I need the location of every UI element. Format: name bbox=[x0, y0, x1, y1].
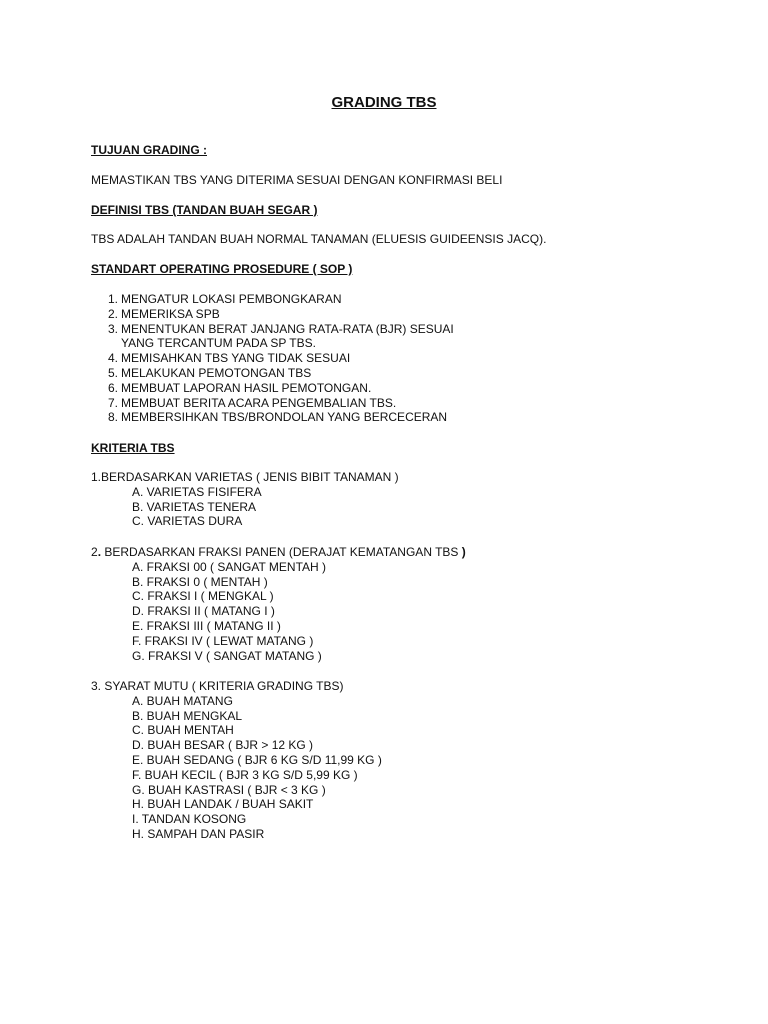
list-item: I. TANDAN KOSONG bbox=[132, 812, 247, 827]
section-heading bbox=[91, 545, 466, 560]
sop-heading: STANDART OPERATING PROSEDURE ( SOP ) bbox=[91, 262, 353, 276]
section-title: BERDASARKAN VARIETAS ( JENIS BIBIT TANAMAN ) bbox=[101, 470, 399, 484]
list-text: MEMERIKSA SPB bbox=[121, 306, 220, 321]
list-item: F. BUAH KECIL ( BJR 3 KG S/D 5,99 KG ) bbox=[132, 767, 358, 782]
list-number: 6. bbox=[107, 380, 118, 395]
list-number: 1. bbox=[107, 292, 118, 306]
list-number: 7. bbox=[107, 395, 118, 410]
list-item bbox=[91, 351, 454, 366]
list-item: D. BUAH BESAR ( BJR > 12 KG ) bbox=[132, 738, 314, 753]
section-number-dot: . bbox=[97, 545, 102, 559]
list-item: C. BUAH MENTAH bbox=[132, 723, 234, 738]
list-number: 2. bbox=[107, 306, 118, 321]
list-text: MENGATUR LOKASI PEMBONGKARAN bbox=[121, 292, 342, 306]
list-item: H. BUAH LANDAK / BUAH SAKIT bbox=[132, 797, 314, 812]
list-item: B. BUAH MENGKAL bbox=[132, 708, 243, 723]
list-item bbox=[91, 307, 454, 322]
list-item: B. VARIETAS TENERA bbox=[132, 499, 257, 514]
list-item: H. SAMPAH DAN PASIR bbox=[132, 826, 265, 841]
section-heading bbox=[91, 470, 399, 485]
list-item: E. FRAKSI III ( MATANG II ) bbox=[132, 618, 281, 633]
list-text: MENENTUKAN BERAT JANJANG RATA-RATA (BJR) SESUAI bbox=[121, 321, 454, 336]
list-text: MEMISAHKAN TBS YANG TIDAK SESUAI bbox=[121, 351, 351, 366]
list-item: F. FRAKSI IV ( LEWAT MATANG ) bbox=[132, 633, 314, 648]
list-item: G. FRAKSI V ( SANGAT MATANG ) bbox=[132, 648, 322, 663]
list-item: C. VARIETAS DURA bbox=[132, 514, 243, 529]
list-item bbox=[91, 366, 454, 381]
list-item bbox=[91, 322, 454, 337]
kriteria-section-varietas bbox=[91, 470, 399, 529]
kriteria-section-fraksi bbox=[91, 545, 466, 663]
section-title: BERDASARKAN FRAKSI PANEN (DERAJAT KEMATANGAN TBS bbox=[101, 545, 462, 559]
section-number: 1. bbox=[91, 470, 102, 484]
definisi-text: TBS ADALAH TANDAN BUAH NORMAL TANAMAN (ELUESIS GUIDEENSIS JACQ). bbox=[91, 232, 547, 246]
list-item bbox=[91, 410, 454, 425]
section-title: SYARAT MUTU ( KRITERIA GRADING TBS) bbox=[101, 679, 344, 693]
list-number: 5. bbox=[107, 365, 118, 380]
list-item: A. VARIETAS FISIFERA bbox=[132, 484, 262, 499]
list-text: MELAKUKAN PEMOTONGAN TBS bbox=[121, 365, 312, 380]
section-heading bbox=[91, 679, 382, 694]
kriteria-section-syarat-mutu bbox=[91, 679, 382, 842]
definisi-heading: DEFINISI TBS (TANDAN BUAH SEGAR ) bbox=[91, 203, 318, 217]
tujuan-text: MEMASTIKAN TBS YANG DITERIMA SESUAI DENGAN KONFIRMASI BELI bbox=[91, 173, 503, 187]
list-item bbox=[91, 381, 454, 396]
list-number: 4. bbox=[107, 351, 118, 366]
list-number: 3. bbox=[107, 321, 118, 336]
list-number: 8. bbox=[107, 410, 118, 425]
section-title-close: ) bbox=[461, 545, 466, 559]
list-item: G. BUAH KASTRASI ( BJR < 3 KG ) bbox=[132, 782, 326, 797]
tujuan-heading: TUJUAN GRADING : bbox=[91, 143, 207, 157]
kriteria-heading: KRITERIA TBS bbox=[91, 441, 175, 455]
list-item bbox=[91, 292, 454, 307]
list-item: E. BUAH SEDANG ( BJR 6 KG S/D 11,99 KG ) bbox=[132, 752, 382, 767]
list-item: C. FRAKSI I ( MENGKAL ) bbox=[132, 589, 274, 604]
list-item-continuation bbox=[91, 336, 454, 351]
section-number: 3. bbox=[91, 679, 102, 693]
sop-list bbox=[91, 292, 454, 425]
page-title: GRADING TBS bbox=[331, 94, 437, 111]
list-item: A. BUAH MATANG bbox=[132, 693, 233, 708]
list-text: YANG TERCANTUM PADA SP TBS. bbox=[121, 336, 316, 351]
list-text: MEMBUAT BERITA ACARA PENGEMBALIAN TBS. bbox=[121, 395, 397, 410]
list-item bbox=[91, 396, 454, 411]
list-item: D. FRAKSI II ( MATANG I ) bbox=[132, 604, 275, 619]
list-item: A. FRAKSI 00 ( SANGAT MENTAH ) bbox=[132, 559, 327, 574]
list-text: MEMBERSIHKAN TBS/BRONDOLAN YANG BERCECERAN bbox=[121, 410, 448, 425]
list-item: B. FRAKSI 0 ( MENTAH ) bbox=[132, 574, 268, 589]
section-number: 2 bbox=[91, 545, 98, 559]
list-text: MEMBUAT LAPORAN HASIL PEMOTONGAN. bbox=[121, 380, 372, 395]
